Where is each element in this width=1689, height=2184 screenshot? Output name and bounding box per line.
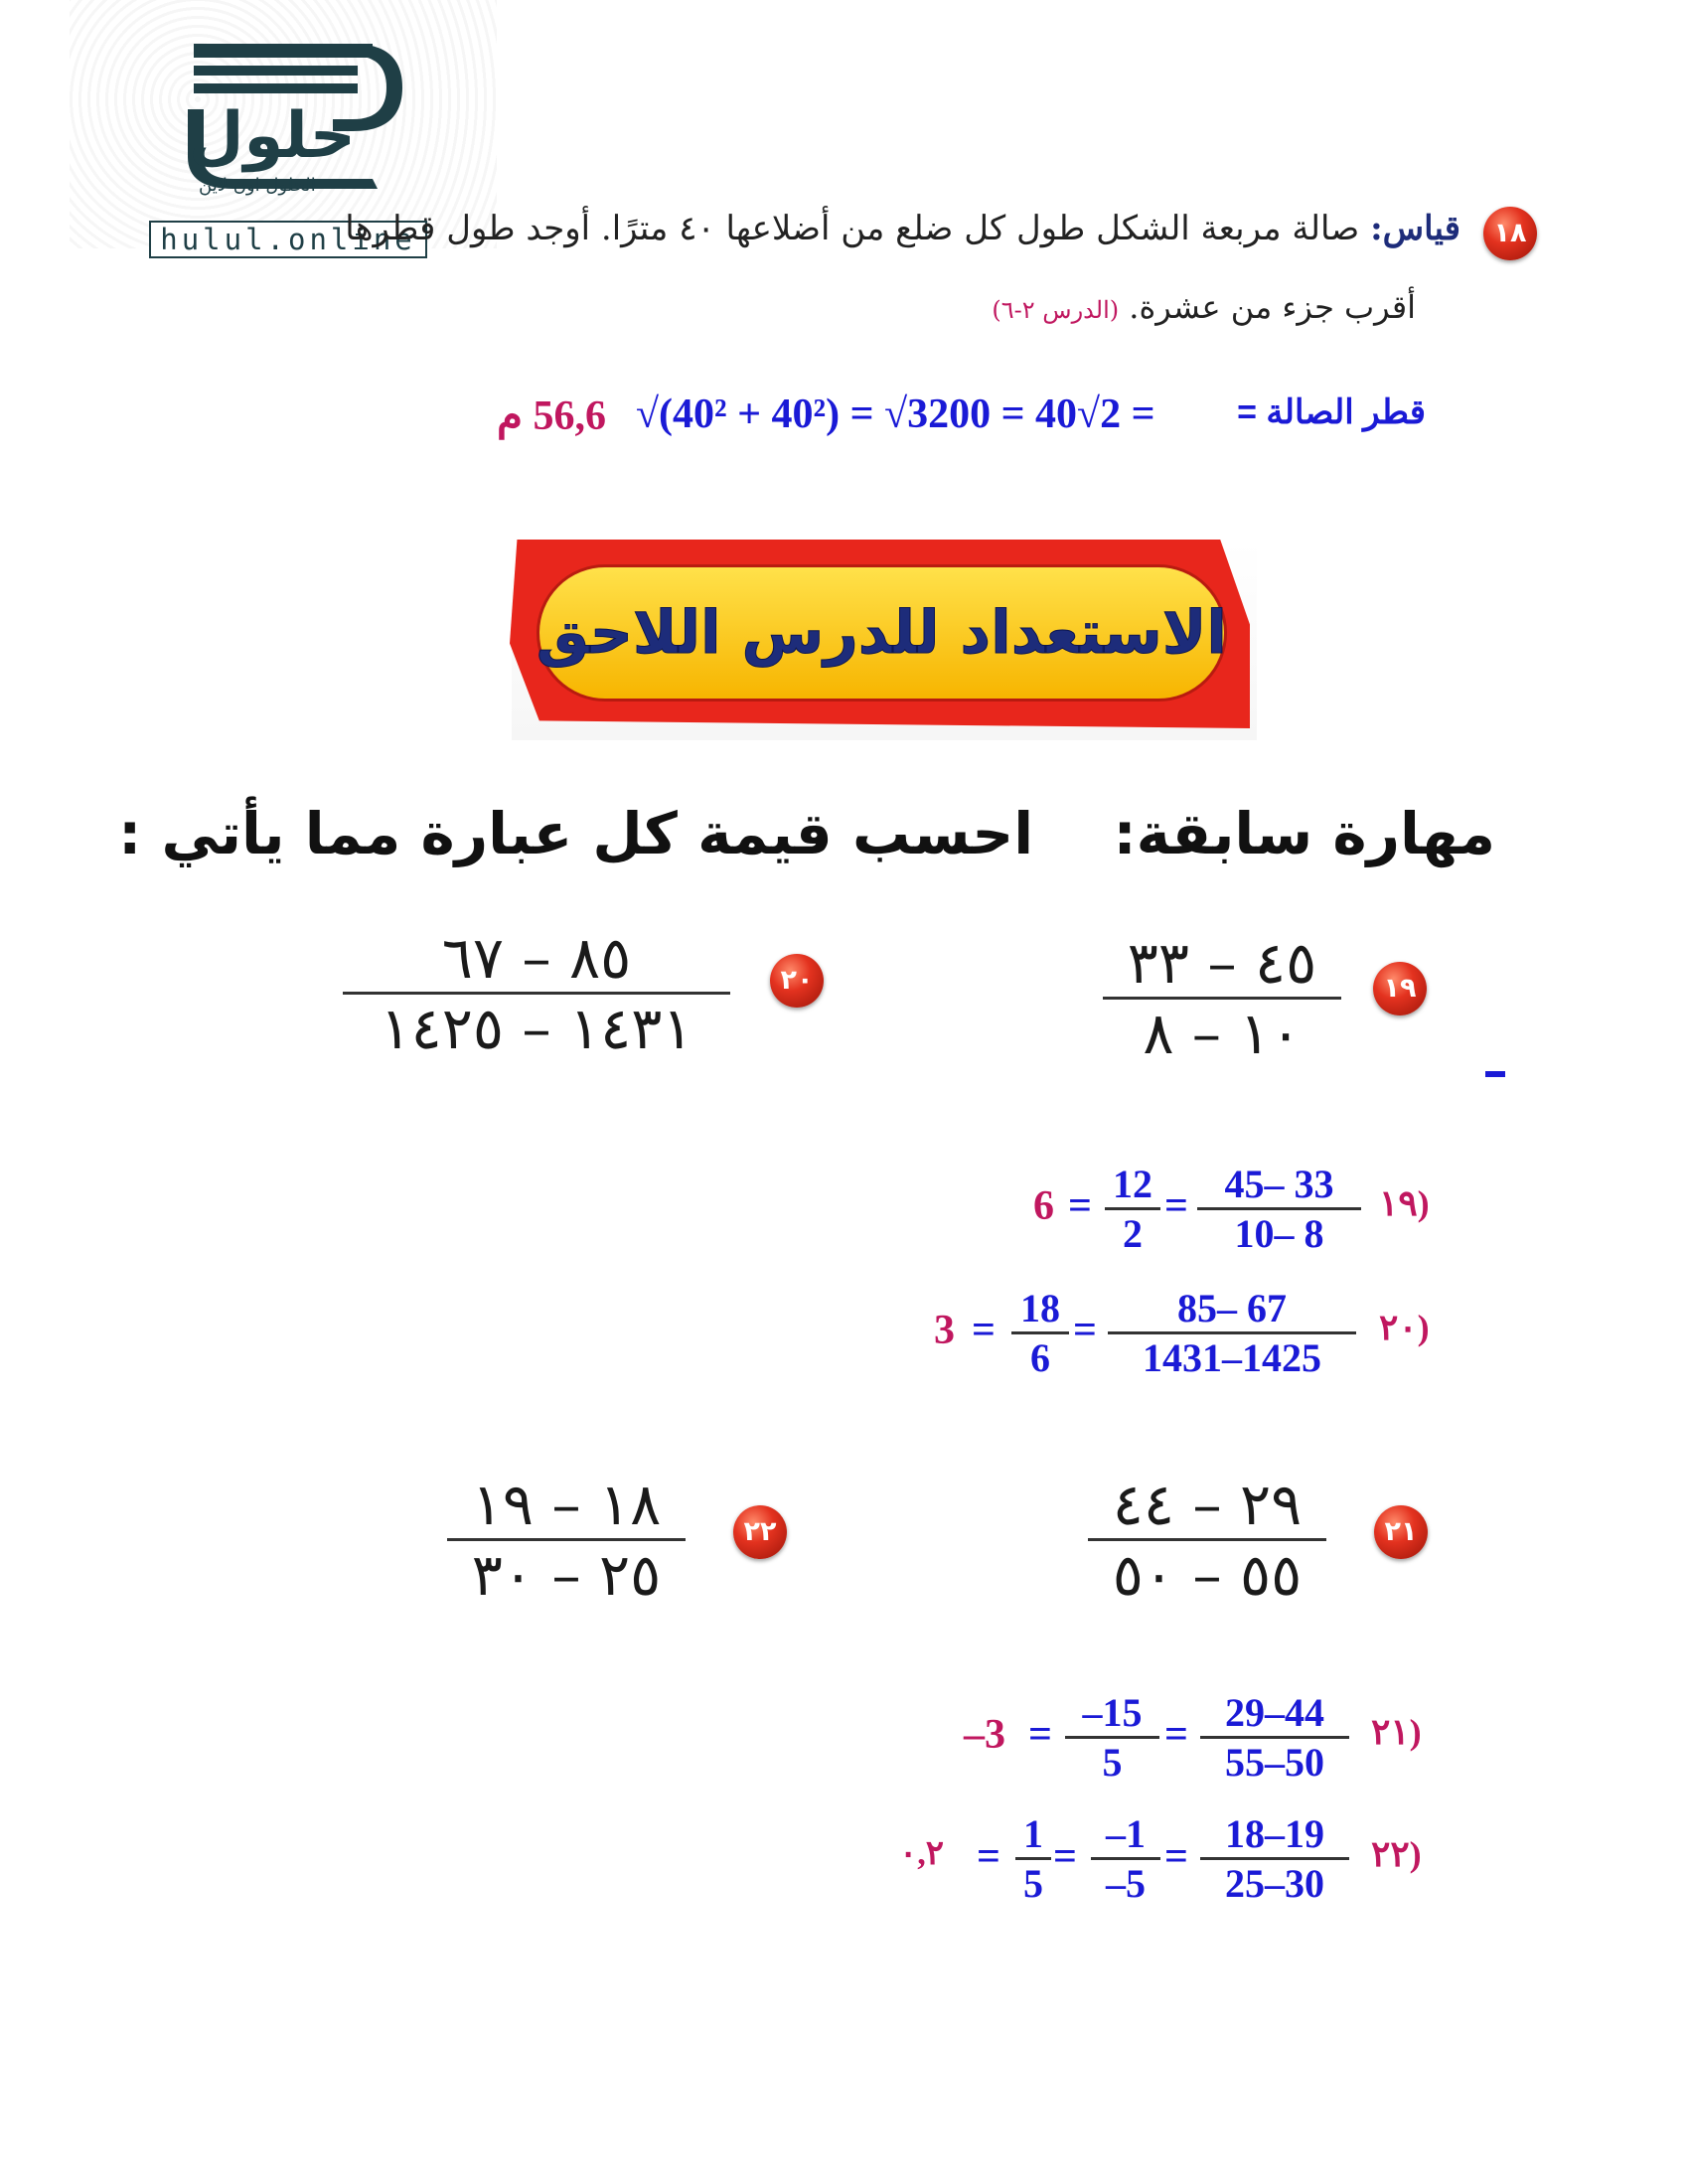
problem-19-fraction: [1103, 929, 1341, 1067]
solution-19-f1-numerator: 45– 33: [1224, 1162, 1334, 1206]
solution-21-result: –3: [964, 1712, 1005, 1758]
problem-21-numerator: ٢٩ – ٤٤: [1112, 1471, 1303, 1538]
solution-20-f1-denominator: 1431–1425: [1143, 1335, 1321, 1380]
solution-21-f1-denominator: 55–50: [1225, 1740, 1324, 1785]
solution-20-fraction-1: [1108, 1285, 1356, 1381]
question-18-line-1: [345, 209, 1460, 248]
solution-21-label: ٢١): [1371, 1712, 1422, 1752]
solution-22-label: ٢٢): [1371, 1834, 1422, 1874]
equals-sign: =: [1164, 1712, 1188, 1758]
problem-20-numerator: ٨٥ – ٦٧: [441, 924, 632, 992]
question-18-answer-expression: √(40² + 40²) = √3200 = 40√2 =: [636, 391, 1155, 437]
solution-19-f1-denominator: 10– 8: [1234, 1211, 1324, 1256]
question-18-answer-label: قطر الصالة =: [1237, 393, 1426, 431]
question-18-text: صالة مربعة الشكل طول كل ضلع من أضلاعها ٤٠ مترًا. أوجد طول قطرها: [345, 209, 1360, 248]
question-18-text-2: أقرب جزء من عشرة.: [1129, 288, 1416, 326]
solution-22-f1-numerator: 18–19: [1225, 1811, 1324, 1856]
problem-22-badge: ٢٢: [733, 1505, 787, 1559]
solution-20-result: 3: [934, 1308, 955, 1353]
equals-sign: =: [1028, 1712, 1052, 1758]
solution-20-f1-numerator: 85– 67: [1177, 1286, 1287, 1330]
solution-22-fraction-2: [1091, 1810, 1160, 1907]
solution-19-result: 6: [1033, 1183, 1054, 1229]
skill-label: مهارة سابقة:: [1113, 800, 1495, 867]
problem-20-denominator: ١٤٣١ – ١٤٢٥: [380, 995, 693, 1062]
equals-sign: =: [972, 1308, 996, 1353]
solution-20-label: ٢٠): [1379, 1308, 1430, 1347]
dash-mark: [1485, 1071, 1505, 1077]
solution-21-f2-denominator: 5: [1102, 1740, 1123, 1785]
solution-21-f2-numerator: –15: [1082, 1690, 1143, 1735]
solution-22-f2-denominator: –5: [1106, 1861, 1146, 1906]
solution-22-fraction-3: [1015, 1810, 1051, 1907]
equals-sign: =: [1164, 1834, 1188, 1880]
problem-19-numerator: ٤٥ – ٣٣: [1127, 929, 1317, 997]
solution-21-fraction-1: [1200, 1689, 1349, 1786]
question-18-number-badge: ١٨: [1483, 207, 1537, 260]
skill-instruction: احسب قيمة كل عبارة مما يأتي :: [118, 800, 1034, 867]
solution-22-result: ٠,٢: [899, 1835, 945, 1872]
logo-arabic-name: حلول: [189, 99, 356, 173]
problem-21-fraction: [1088, 1471, 1326, 1609]
problem-22-fraction: [447, 1471, 686, 1609]
solution-22-fraction-1: [1200, 1810, 1349, 1907]
solution-22-f2-numerator: –1: [1106, 1811, 1146, 1856]
solution-21-fraction-2: [1065, 1689, 1159, 1786]
problem-21-badge: ٢١: [1374, 1505, 1428, 1559]
logo-arabic-subtitle: الحلول اون لاين: [199, 175, 316, 196]
solution-19-f2-denominator: 2: [1123, 1211, 1143, 1256]
question-18-line-2: [992, 288, 1416, 326]
solution-19-fraction-2: [1105, 1161, 1160, 1257]
solution-19-label: ١٩): [1379, 1183, 1430, 1223]
solution-22-f1-denominator: 25–30: [1225, 1861, 1324, 1906]
problem-19-denominator: ١٠ – ٨: [1143, 1000, 1302, 1067]
solution-19-fraction-1: [1197, 1161, 1361, 1257]
solution-19-f2-numerator: 12: [1113, 1162, 1152, 1206]
equals-sign: =: [977, 1834, 1000, 1880]
question-18-label: قياس:: [1370, 209, 1460, 248]
equals-sign: =: [1073, 1308, 1097, 1353]
logo-url[interactable]: hulul.online: [149, 221, 427, 258]
equals-sign: =: [1053, 1834, 1077, 1880]
problem-20-fraction: [343, 924, 730, 1062]
question-18-answer-value: 56,6 م: [497, 393, 607, 439]
solution-20-f2-denominator: 6: [1030, 1335, 1050, 1380]
problem-22-denominator: ٢٥ – ٣٠: [471, 1541, 662, 1609]
solution-22-f3-denominator: 5: [1023, 1861, 1043, 1906]
problem-20-badge: ٢٠: [770, 954, 824, 1008]
solution-20-f2-numerator: 18: [1020, 1286, 1060, 1330]
solution-20-fraction-2: [1011, 1285, 1069, 1381]
solution-22-f3-numerator: 1: [1023, 1811, 1043, 1856]
equals-sign: =: [1068, 1183, 1092, 1229]
problem-19-badge: ١٩: [1373, 962, 1427, 1015]
skill-header: [118, 800, 1495, 867]
equals-sign: =: [1164, 1183, 1188, 1229]
question-18-lesson-ref: (الدرس ٢-٦): [992, 296, 1120, 324]
solution-21-f1-numerator: 29–44: [1225, 1690, 1324, 1735]
problem-21-denominator: ٥٥ – ٥٠: [1112, 1541, 1303, 1609]
problem-22-numerator: ١٨ – ١٩: [471, 1471, 662, 1538]
banner-title: الاستعداد للدرس اللاحق: [536, 598, 1227, 668]
